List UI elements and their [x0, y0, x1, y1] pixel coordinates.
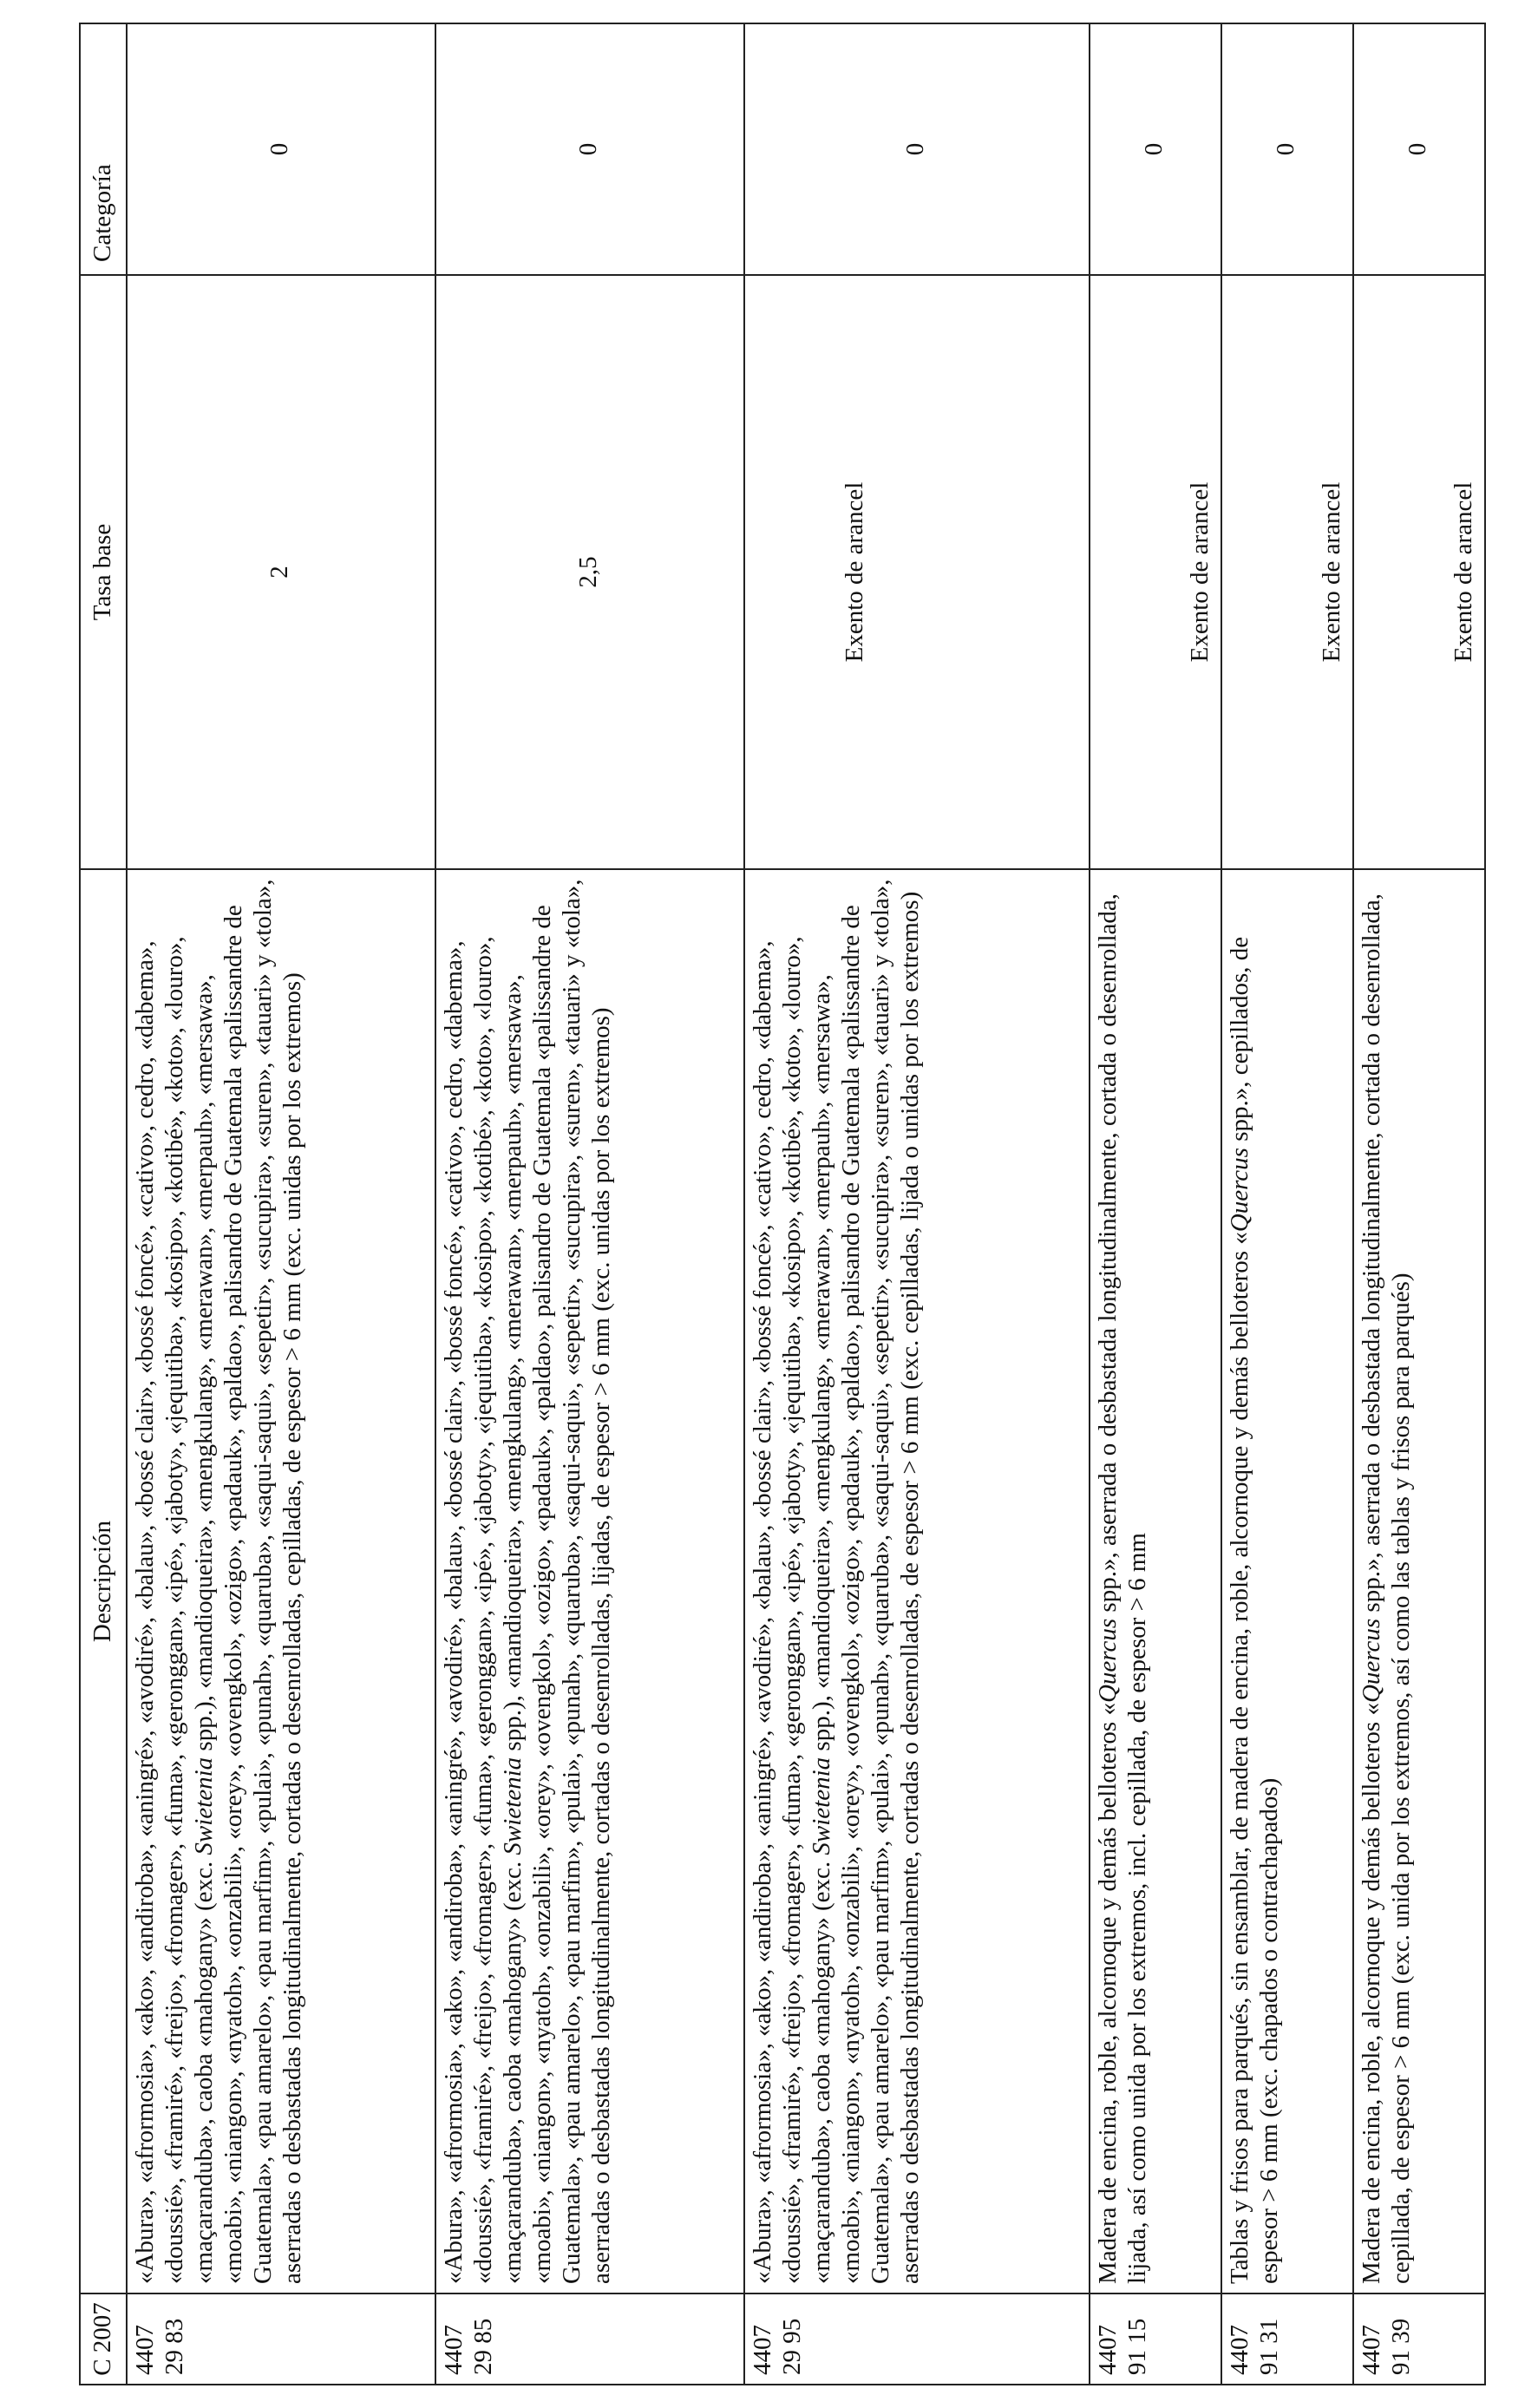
table-row: [1221, 23, 1353, 2385]
header-base-rate: Tasa base: [80, 275, 127, 869]
row-base-rate: Exento de arancel: [744, 275, 1090, 869]
row-code: 4407 29 95: [744, 2293, 1090, 2385]
table-row: [435, 23, 744, 2385]
row-code: 4407 91 15: [1090, 2293, 1221, 2385]
row-category: 0: [1353, 23, 1485, 275]
row-category: 0: [435, 23, 744, 275]
row-description: Madera de encina, roble, alcornoque y demás belloteros «Quercus spp.», aserrada o desbastada longitudinalmente, cortada o desenrollada, cepillada, de espesor > 6 mm (exc. unida por los extremos, así como las tablas y frisos para parqués): [1353, 869, 1485, 2293]
table-row: [127, 23, 435, 2385]
table-row: [1353, 23, 1485, 2385]
row-description: «Abura», «afrormosia», «ako», «andiroba», «aningré», «avodiré», «balau», «bossé clair», «bossé foncé», «cativo», cedro, «dabema», «doussié», «framiré», «freijo», «fromager», «fuma», «geronggan», «ipé», «jaboty», «jequitiba», «kosipo», «kotibé», «koto», «louro», «maçaranduba», caoba «mahogany» (exc. Swietenia spp.), «mandioqueira», «mengkulang», «merawan», «merpauh», «mersawa», «moabi», «niangon», «nyatoh», «onzabili», «orey», «ovengkol», «ozigo», «padauk», «paldao», palisandro de Guatemala «palissandre de Guatemala», «pau amarelo», «pau marfim», «pulai», «punah», «quaruba», «saqui-saqui», «sepetir», «sucupira», «suren», «tauari» y «tola», aserradas o desbastadas longitudinalmente, cortadas o desenrolladas, lijadas, de espesor > 6 mm (exc. unidas por los extremos): [435, 869, 744, 2293]
header-description: Descripción: [80, 869, 127, 2293]
row-code: 4407 29 85: [435, 2293, 744, 2385]
row-base-rate: 2: [127, 275, 435, 869]
row-base-rate: Exento de arancel: [1090, 275, 1221, 869]
rotated-page: [79, 24, 1477, 2385]
header-row: [80, 23, 127, 2385]
row-code: 4407 91 39: [1353, 2293, 1485, 2385]
row-description: Tablas y frisos para parqués, sin ensamblar, de madera de encina, roble, alcornoque y demás belloteros «Quercus spp.», cepillados, de espesor > 6 mm (exc. chapados o contrachapados): [1221, 869, 1353, 2293]
row-base-rate: Exento de arancel: [1353, 275, 1485, 869]
table-row: [1090, 23, 1221, 2385]
row-description: Madera de encina, roble, alcornoque y demás belloteros «Quercus spp.», aserrada o desbastada longitudinalmente, cortada o desenrollada, lijada, así como unida por los extremos, incl. cepillada, de espesor > 6 mm: [1090, 869, 1221, 2293]
header-code: C 2007: [80, 2293, 127, 2385]
row-category: 0: [1090, 23, 1221, 275]
row-category: 0: [1221, 23, 1353, 275]
row-description: «Abura», «afrormosia», «ako», «andiroba», «aningré», «avodiré», «balau», «bossé clair», «bossé foncé», «cativo», cedro, «dabema», «doussié», «framiré», «freijo», «fromager», «fuma», «geronggan», «ipé», «jaboty», «jequitiba», «kosipo», «kotibé», «koto», «louro», «maçaranduba», caoba «mahogany» (exc. Swietenia spp.), «mandioqueira», «mengkulang», «merawan», «merpauh», «mersawa», «moabi», «niangon», «nyatoh», «onzabili», «orey», «ovengkol», «ozigo», «padauk», «paldao», palisandro de Guatemala «palissandre de Guatemala», «pau amarelo», «pau marfim», «pulai», «punah», «quaruba», «saqui-saqui», «sepetir», «sucupira», «suren», «tauari» y «tola», aserradas o desbastadas longitudinalmente, cortadas o desenrolladas, de espesor > 6 mm (exc. cepilladas, lijada o unidas por los extremos): [744, 869, 1090, 2293]
row-code: 4407 29 83: [127, 2293, 435, 2385]
row-base-rate: Exento de arancel: [1221, 275, 1353, 869]
row-base-rate: 2,5: [435, 275, 744, 869]
header-category: Categoría: [80, 23, 127, 275]
row-description: «Abura», «afrormosia», «ako», «andiroba», «aningré», «avodiré», «balau», «bossé clair», «bossé foncé», «cativo», cedro, «dabema», «doussié», «framiré», «freijo», «fromager», «fuma», «geronggan», «ipé», «jaboty», «jequitiba», «kosipo», «kotibé», «koto», «louro», «maçaranduba», caoba «mahogany» (exc. Swietenia spp.), «mandioqueira», «mengkulang», «merawan», «merpauh», «mersawa», «moabi», «niangon», «nyatoh», «onzabili», «orey», «ovengkol», «ozigo», «padauk», «paldao», palisandro de Guatemala «palissandre de Guatemala», «pau amarelo», «pau marfim», «pulai», «punah», «quaruba», «saqui-saqui», «sepetir», «sucupira», «suren», «tauari» y «tola», aserradas o desbastadas longitudinalmente, cortadas o desenrolladas, cepilladas, de espesor > 6 mm (exc. unidas por los extremos): [127, 869, 435, 2293]
row-code: 4407 91 31: [1221, 2293, 1353, 2385]
row-category: 0: [127, 23, 435, 275]
tariff-table: [79, 23, 1486, 2385]
table-row: [744, 23, 1090, 2385]
row-category: 0: [744, 23, 1090, 275]
